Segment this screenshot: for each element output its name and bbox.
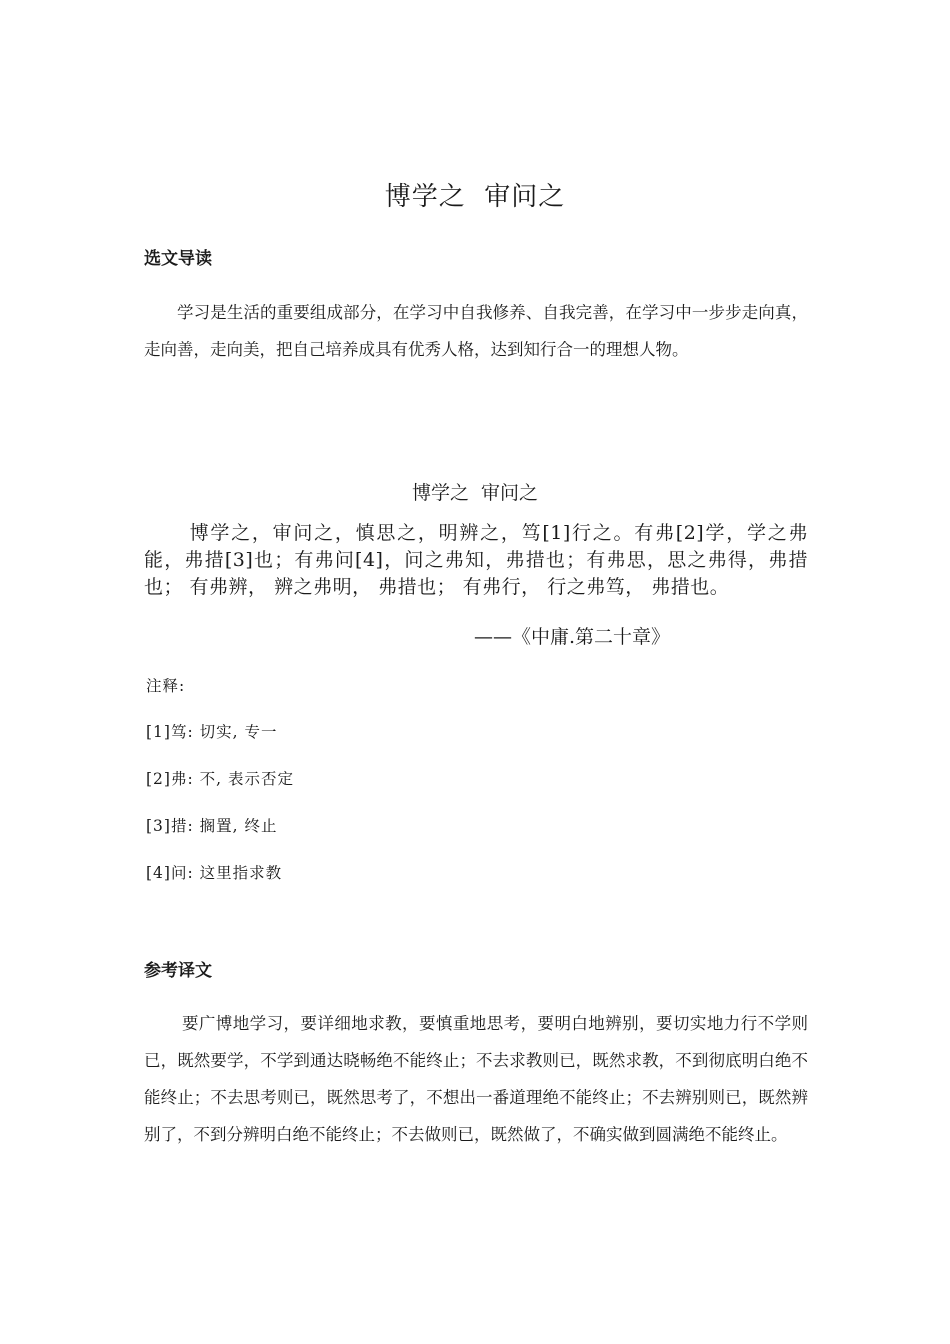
note-item: [1]笃: 切实, 专一 — [146, 723, 278, 741]
classic-title: 博学之 审问之 — [411, 482, 539, 504]
page-title: 博学之 审问之 — [384, 182, 566, 212]
note-item: [4]问: 这里指求教 — [146, 864, 283, 882]
intro-paragraph: 学习是生活的重要组成部分，在学习中自我修养、自我完善，在学习中一步步走向真，走向善，走向美，把自己培养成具有优秀人格，达到知行合一的理想人物。 — [144, 303, 808, 359]
notes-label: 注释: — [146, 677, 186, 695]
translation-paragraph: 要广博地学习，要详细地求教，要慎重地思考，要明白地辨别，要切实地力行不学则已，既然要学，不学到通达晓畅绝不能终止；不去求教则已，既然求教，不到彻底明白绝不能终止；不去思考则已，既然思考了，不想出一番道理绝不能终止；不去辨别则已，既然辨别了，不到分辨明白绝不能终止；不去做则已，既然做了，不确实做到圆满绝不能终止。 — [144, 1014, 808, 1144]
note-item: [2]弗: 不, 表示否定 — [146, 770, 294, 788]
intro-heading: 选文导读 — [144, 249, 212, 269]
classic-text: 博学之，审问之，慎思之，明辨之，笃[1]行之。有弗[2]学，学之弗能，弗措[3]也；有弗问[4]，问之弗知，弗措也；有弗思，思之弗得，弗措也； 有弗辨， 辨之弗明， 弗措也； 有弗行， 行之弗笃， 弗措也。 — [144, 522, 808, 598]
translation-heading: 参考译文 — [144, 961, 212, 981]
note-item: [3]措: 搁置, 终止 — [146, 817, 278, 835]
classic-source: ——《中庸.第二十章》 — [474, 626, 671, 648]
